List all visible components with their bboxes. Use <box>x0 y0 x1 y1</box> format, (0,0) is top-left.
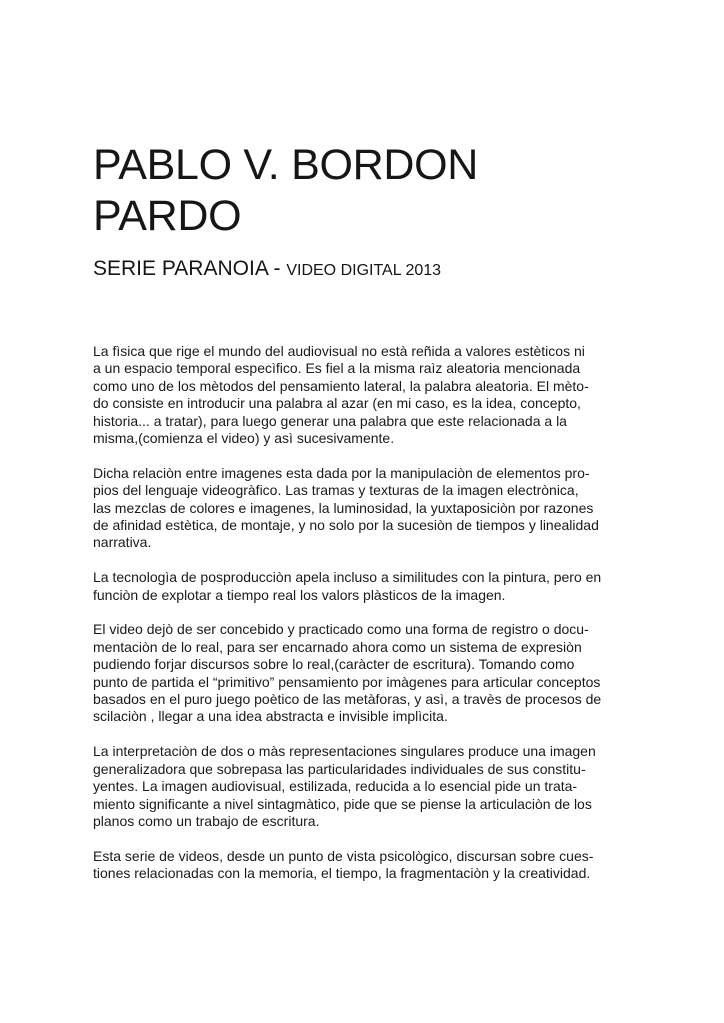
text-line: tiones relacionadas con la memoria, el tiempo, la fragmentaciòn y la creatividad. <box>93 865 591 882</box>
subtitle-series-name: SERIE PARANOIA - <box>93 257 287 280</box>
text-line: Esta serie de videos, desde un punto de vista psicològico, discursan sobre cues- <box>93 847 594 864</box>
series-subtitle <box>93 256 441 284</box>
text-line: pudiendo forjar discursos sobre lo real,(caràcter de escritura). Tomando como <box>93 656 575 673</box>
paragraph <box>93 621 633 725</box>
text-line: Dicha relaciòn entre imagenes esta dada por la manipulaciòn de elementos pro- <box>93 464 590 481</box>
subtitle-medium-year: VIDEO DIGITAL 2013 <box>286 262 442 279</box>
paragraph <box>93 569 633 604</box>
text-line: funciòn de explotar a tiempo real los valors plàsticos de la imagen. <box>93 586 506 603</box>
text-line: las mezclas de colores e imagenes, la luminosidad, la yuxtaposiciòn por razones <box>93 499 594 516</box>
text-line: generalizadora que sobrepasa las particularidades individuales de sus constitu- <box>93 760 586 777</box>
paragraph <box>93 465 633 552</box>
text-line: scilaciòn , llegar a una idea abstracta e invisible implìcita. <box>93 708 448 725</box>
text-line: miento significante a nivel sintagmàtico, pide que se piense la articulaciòn de los <box>93 795 592 812</box>
text-line: basados en el puro juego poètico de las metàforas, y asì, a travès de procesos de <box>93 691 602 708</box>
body-text <box>93 343 633 900</box>
paragraph <box>93 743 633 830</box>
text-line: do consiste en introducir una palabra al azar (en mi caso, es la idea, concepto, <box>93 395 581 412</box>
text-line: historia... a tratar), para luego generar una palabra que este relacionada a la <box>93 412 567 429</box>
text-line: narrativa. <box>93 534 152 551</box>
text-line: El video dejò de ser concebido y practicado como una forma de registro o docu- <box>93 621 589 638</box>
text-line: misma,(comienza el video) y asì sucesivamente. <box>93 430 395 447</box>
paragraph <box>93 343 633 447</box>
text-line: como uno de los mètodos del pensamiento lateral, la palabra aleatoria. El mèto- <box>93 377 589 394</box>
paragraph <box>93 848 633 883</box>
text-line: La fìsica que rige el mundo del audiovisual no està reñida a valores estèticos ni <box>93 343 585 359</box>
text-line: pios del lenguaje videogràfico. Las tramas y texturas de la imagen electrònica, <box>93 482 579 499</box>
artist-name-title <box>93 140 653 242</box>
title-line-1: PABLO V. BORDON <box>93 141 479 189</box>
text-line: punto de partida el “primitivo” pensamiento por imàgenes para articular conceptos <box>93 673 601 690</box>
text-line: planos como un trabajo de escritura. <box>93 812 320 829</box>
text-line: yentes. La imagen audiovisual, estilizada, reducida a lo esencial pide un trata- <box>93 778 578 795</box>
text-line: mentaciòn de lo real, para ser encarnado ahora como un sistema de expresiòn <box>93 638 582 655</box>
text-line: a un espacio temporal especìfico. Es fiel a la misma raìz aleatoria mencionada <box>93 360 581 377</box>
text-line: La tecnologìa de posproducciòn apela incluso a similitudes con la pintura, pero en <box>93 569 602 586</box>
title-line-2: PARDO <box>93 192 242 240</box>
text-line: La interpretaciòn de dos o màs representaciones singulares produce una imagen <box>93 743 596 760</box>
text-line: de afinidad estètica, de montaje, y no solo por la sucesiòn de tiempos y linealidad <box>93 517 599 534</box>
